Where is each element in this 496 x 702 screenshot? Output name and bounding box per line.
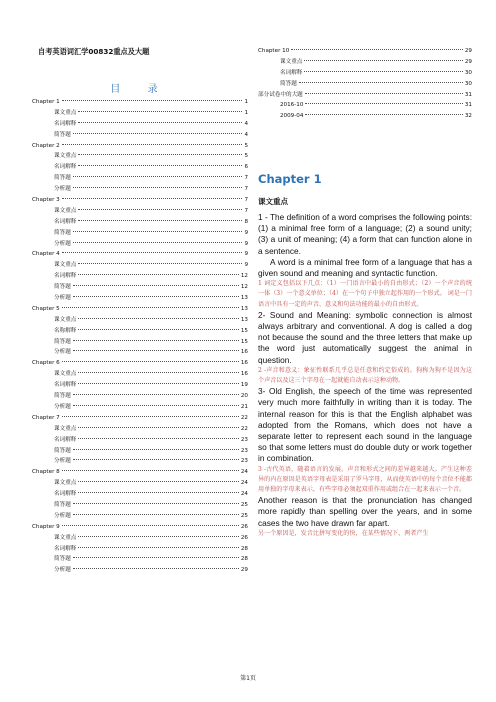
toc-leader-dots (73, 405, 239, 406)
toc-leader-dots (304, 60, 462, 61)
toc-entry-page: 21 (240, 403, 248, 410)
toc-entry-label: 简答题 (54, 284, 71, 291)
toc-entry[interactable] (32, 391, 248, 402)
toc-entry-page: 25 (240, 501, 248, 508)
toc-entry-page: 12 (240, 284, 248, 291)
toc-entry-page: 13 (240, 316, 248, 323)
toc-entry-label: 课文重点 (54, 534, 77, 541)
toc-entry[interactable] (32, 173, 248, 184)
toc-leader-dots (305, 114, 463, 115)
toc-leader-dots (73, 350, 239, 351)
toc-leader-dots (78, 372, 238, 373)
toc-leader-dots (62, 252, 243, 253)
toc-leader-dots (73, 394, 239, 395)
toc-entry-label: 名词解释 (54, 273, 77, 280)
toc-entry-label: Chapter 4 (32, 251, 60, 258)
section-heading: 课文重点 (258, 197, 288, 206)
toc-leader-dots (62, 525, 239, 526)
toc-leader-dots (291, 49, 463, 50)
toc-entry[interactable] (32, 195, 248, 206)
toc-entry[interactable] (32, 315, 248, 326)
toc-entry[interactable] (32, 141, 248, 152)
toc-leader-dots (304, 71, 462, 72)
toc-entry-page: 31 (464, 91, 472, 98)
toc-leader-dots (78, 492, 238, 493)
toc-entry[interactable] (32, 511, 248, 522)
toc-title: 目 录 (110, 84, 170, 95)
toc-entry-page: 6 (244, 164, 248, 171)
toc-entry[interactable] (32, 456, 248, 467)
toc-entry-label: 2016-10 (280, 102, 304, 109)
toc-leader-dots (78, 547, 238, 548)
toc-leader-dots (305, 93, 463, 94)
toc-leader-dots (62, 361, 239, 362)
toc-leader-dots (299, 82, 463, 83)
toc-entry-label: 名词解释 (280, 69, 303, 76)
toc-leader-dots (62, 144, 243, 145)
toc-entry-page: 9 (244, 262, 248, 269)
toc-entry[interactable] (32, 380, 248, 391)
english-paragraph: 2- Sound and Meaning: symbolic connection is almost always arbitrary and conventional. A dog is called a dog not because the sound and the three letters that make up the word just automatically suggest the animal in question. (258, 309, 472, 365)
toc-entry[interactable] (32, 347, 248, 358)
toc-entry-label: 简答题 (280, 80, 297, 87)
toc-entry-page: 1 (244, 99, 248, 105)
toc-leader-dots (73, 242, 243, 243)
toc-entry-page: 26 (240, 534, 248, 541)
toc-leader-dots (73, 296, 239, 297)
toc-entry-page: 29 (464, 48, 472, 54)
toc-entry-label: 名词解释 (54, 545, 77, 552)
toc-entry-page: 16 (240, 349, 248, 356)
document-title: 自考英语词汇学00832重点及大题 (38, 47, 150, 56)
english-paragraph: 3- Old English, the speech of the time was represented very much more faithfully in writing than it is today. The internal reason for this is that the English alphabet was adopted from the Romans, which does not have a separate letter to represent each sound in the language so that some letters must do double duty or work together in combination. (258, 386, 472, 464)
toc-entry-label: 课文重点 (54, 480, 77, 487)
toc-entry[interactable] (32, 565, 248, 576)
toc-entry-page: 1 (244, 109, 248, 116)
toc-entry[interactable] (32, 326, 248, 337)
toc-entry-page: 29 (464, 58, 472, 65)
toc-entry-label: 课文重点 (54, 262, 77, 269)
toc-entry-page: 23 (240, 436, 248, 443)
toc-entry-label: 简答题 (54, 447, 71, 454)
toc-entry[interactable] (32, 217, 248, 228)
toc-entry[interactable] (32, 489, 248, 500)
toc-entry-page: 9 (244, 251, 248, 258)
toc-entry-page: 15 (240, 327, 248, 334)
toc-entry-page: 29 (240, 567, 248, 574)
toc-entry-page: 4 (244, 131, 248, 138)
toc-entry-page: 28 (240, 556, 248, 563)
toc-leader-dots (73, 187, 243, 188)
toc-entry[interactable] (32, 206, 248, 217)
toc-leader-dots (73, 285, 239, 286)
toc-entry-label: 简答题 (54, 175, 71, 182)
toc-entry[interactable] (32, 293, 248, 304)
toc-entry[interactable] (258, 68, 472, 79)
toc-entry-label: 课文重点 (54, 207, 77, 214)
toc-entry-page: 30 (464, 80, 472, 87)
toc-entry[interactable] (32, 369, 248, 380)
toc-leader-dots (78, 536, 238, 537)
toc-entry[interactable] (32, 467, 248, 478)
toc-list-right (258, 46, 472, 122)
toc-entry-page: 7 (244, 207, 248, 214)
toc-entry-label: 名词解释 (54, 382, 77, 389)
toc-entry[interactable] (32, 239, 248, 250)
toc-entry-label: 分析题 (54, 240, 71, 247)
toc-entry[interactable] (32, 304, 248, 315)
toc-entry-label: Chapter 6 (32, 360, 60, 367)
toc-entry[interactable] (32, 130, 248, 141)
toc-entry-page: 15 (240, 338, 248, 345)
toc-entry-label: Chapter 3 (32, 197, 60, 204)
toc-entry-page: 13 (240, 305, 248, 312)
toc-entry[interactable] (32, 271, 248, 282)
toc-entry[interactable] (32, 435, 248, 446)
toc-leader-dots (73, 568, 239, 569)
toc-entry-page: 16 (240, 360, 248, 367)
toc-entry-page: 24 (240, 491, 248, 498)
toc-entry[interactable] (32, 544, 248, 555)
toc-entry[interactable] (258, 46, 472, 57)
toc-leader-dots (73, 176, 243, 177)
toc-entry-label: Chapter 10 (258, 48, 290, 54)
toc-entry-page: 22 (240, 425, 248, 432)
toc-entry-label: 分析题 (54, 512, 71, 519)
toc-entry[interactable] (32, 260, 248, 271)
chinese-paragraph: 另一个原因是，发音比拼写变化的快，在某些情况下，两者产生 (258, 529, 429, 537)
toc-entry[interactable] (32, 358, 248, 369)
toc-leader-dots (305, 103, 463, 104)
toc-entry-page: 7 (244, 175, 248, 182)
toc-leader-dots (62, 100, 243, 101)
toc-entry-label: 分析题 (54, 349, 71, 356)
toc-entry-page: 7 (244, 186, 248, 193)
toc-entry-page: 24 (240, 480, 248, 487)
toc-entry-label: Chapter 7 (32, 414, 60, 421)
toc-entry-label: 名词解释 (54, 218, 77, 225)
toc-entry[interactable] (32, 97, 248, 108)
toc-entry-label: 分析题 (54, 295, 71, 302)
toc-entry[interactable] (32, 402, 248, 413)
toc-entry[interactable] (32, 228, 248, 239)
toc-entry-page: 23 (240, 458, 248, 465)
toc-entry[interactable] (32, 533, 248, 544)
toc-leader-dots (73, 557, 239, 558)
toc-entry[interactable] (258, 100, 472, 111)
toc-leader-dots (73, 459, 239, 460)
toc-leader-dots (62, 470, 239, 471)
toc-leader-dots (73, 449, 239, 450)
body-text (258, 212, 472, 539)
toc-entry[interactable] (32, 522, 248, 533)
toc-leader-dots (78, 165, 242, 166)
toc-entry-page: 13 (240, 295, 248, 302)
toc-entry-label: 名词解释 (54, 120, 77, 127)
toc-leader-dots (78, 481, 238, 482)
toc-entry-label: 课文重点 (54, 371, 77, 378)
toc-entry-page: 9 (244, 229, 248, 236)
toc-leader-dots (73, 231, 243, 232)
toc-entry-page: 19 (240, 382, 248, 389)
toc-entry-label: 名词解释 (54, 164, 77, 171)
toc-entry[interactable] (32, 282, 248, 293)
toc-leader-dots (78, 209, 242, 210)
toc-entry-label: 课文重点 (54, 316, 77, 323)
toc-entry-label: 简答题 (54, 556, 71, 563)
toc-entry-page: 12 (240, 273, 248, 280)
toc-entry-page: 20 (240, 393, 248, 400)
toc-leader-dots (62, 307, 239, 308)
toc-entry-page: 32 (464, 113, 472, 120)
toc-leader-dots (73, 514, 239, 515)
english-paragraph: Another reason is that the pronunciation has changed more rapidly than spelling over the years, and in some cases the two have drawn far apart. (258, 495, 472, 528)
toc-entry[interactable] (32, 151, 248, 162)
toc-leader-dots (78, 263, 242, 264)
toc-entry[interactable] (258, 111, 472, 122)
toc-leader-dots (78, 318, 238, 319)
toc-entry-label: Chapter 5 (32, 305, 60, 312)
toc-leader-dots (73, 340, 239, 341)
toc-entry-label: 简答题 (54, 338, 71, 345)
toc-entry-label: 名称解释 (54, 327, 77, 334)
toc-entry-label: 部分试卷中的大题 (258, 91, 303, 98)
toc-entry-page: 28 (240, 545, 248, 552)
toc-entry-label: Chapter 1 (32, 99, 60, 105)
toc-entry[interactable] (32, 184, 248, 195)
toc-entry-label: Chapter 8 (32, 469, 60, 476)
toc-entry-label: 分析题 (54, 567, 71, 574)
chinese-paragraph: 3 -古代英语，随着语言的发展，声音和形式之间的差异越来越大。产生这种差异的内在原因是英语字母表是采用了罗马字母，从而使英语中的每个音位不能都用单独的字母来表示，有些字母必须起双重作用或组合在一起来表示一个音。 (258, 465, 472, 494)
toc-entry[interactable] (32, 446, 248, 457)
toc-leader-dots (62, 416, 239, 417)
toc-entry[interactable] (32, 554, 248, 565)
toc-entry[interactable] (32, 119, 248, 130)
toc-entry[interactable] (258, 90, 472, 101)
toc-entry[interactable] (32, 500, 248, 511)
toc-entry-page: 7 (244, 197, 248, 204)
toc-leader-dots (78, 329, 238, 330)
toc-entry[interactable] (258, 57, 472, 68)
toc-entry-label: 2009-04 (280, 113, 304, 120)
toc-entry-label: 分析题 (54, 186, 71, 193)
toc-leader-dots (62, 198, 243, 199)
toc-leader-dots (78, 427, 238, 428)
toc-leader-dots (78, 438, 238, 439)
chinese-paragraph: 1 词定义包括以下几点：（1）一门语言中最小的自由形式；（2）一个声音的统一体（3）一个意义单位；（4）在一个句子中独立起作用的一个形式。 词是一门语言中具有一定的声音、意义和句法功能的最小的自由形式。 (258, 280, 472, 308)
toc-leader-dots (78, 274, 238, 275)
page-footer: 第1页 (240, 675, 256, 682)
toc-entry[interactable] (32, 413, 248, 424)
toc-entry-page: 4 (244, 120, 248, 127)
toc-leader-dots (73, 503, 239, 504)
english-paragraph: 1 - The definition of a word comprises the following points: (1) a minimal free form of a language; (2) a sound unity; (3) a unit of meaning; (4) a form that can function alone in a sentence. (258, 212, 472, 256)
toc-entry-page: 23 (240, 447, 248, 454)
toc-entry[interactable] (258, 79, 472, 90)
toc-entry-label: 分析题 (54, 403, 71, 410)
toc-entry-page: 16 (240, 371, 248, 378)
toc-entry-label: 名词解释 (54, 436, 77, 443)
chapter-heading: Chapter 1 (258, 172, 322, 186)
toc-entry-label: 名词解释 (54, 491, 77, 498)
chinese-paragraph: 2 -声音和意义：象征性联系几乎总是任意和约定俗成的。狗称为狗不是因为这个声音以及这三个字母在一起就能自动表示这种动物。 (258, 366, 472, 385)
toc-entry-page: 31 (464, 102, 472, 109)
toc-entry-page: 8 (244, 218, 248, 225)
toc-entry[interactable] (32, 249, 248, 260)
toc-entry-label: 简答题 (54, 131, 71, 138)
toc-entry-page: 9 (244, 240, 248, 247)
toc-leader-dots (73, 133, 243, 134)
toc-entry-label: 简答题 (54, 229, 71, 236)
toc-entry[interactable] (32, 108, 248, 119)
toc-entry-label: 课文重点 (54, 153, 77, 160)
toc-entry-label: 课文重点 (54, 425, 77, 432)
toc-leader-dots (78, 122, 242, 123)
toc-entry-label: 课文重点 (54, 109, 77, 116)
toc-list-left (32, 97, 248, 576)
toc-entry[interactable] (32, 337, 248, 348)
toc-entry-label: 课文重点 (280, 58, 303, 65)
english-paragraph: A word is a minimal free form of a language that has a given sound and meaning and syntactic function. (258, 256, 472, 279)
toc-entry-page: 24 (240, 469, 248, 476)
toc-entry-label: 分析题 (54, 458, 71, 465)
toc-entry-label: 简答题 (54, 393, 71, 400)
toc-leader-dots (78, 154, 242, 155)
toc-leader-dots (78, 111, 242, 112)
toc-entry[interactable] (32, 424, 248, 435)
toc-entry-page: 5 (244, 153, 248, 160)
toc-entry[interactable] (32, 162, 248, 173)
toc-entry-label: Chapter 9 (32, 523, 60, 530)
toc-entry-page: 30 (464, 69, 472, 76)
toc-entry-page: 25 (240, 512, 248, 519)
toc-leader-dots (78, 220, 242, 221)
toc-entry-page: 26 (240, 523, 248, 530)
toc-leader-dots (78, 383, 238, 384)
toc-entry-label: 简答题 (54, 501, 71, 508)
toc-entry-page: 22 (240, 414, 248, 421)
toc-entry[interactable] (32, 478, 248, 489)
toc-entry-label: Chapter 2 (32, 142, 60, 149)
toc-entry-page: 5 (244, 142, 248, 149)
